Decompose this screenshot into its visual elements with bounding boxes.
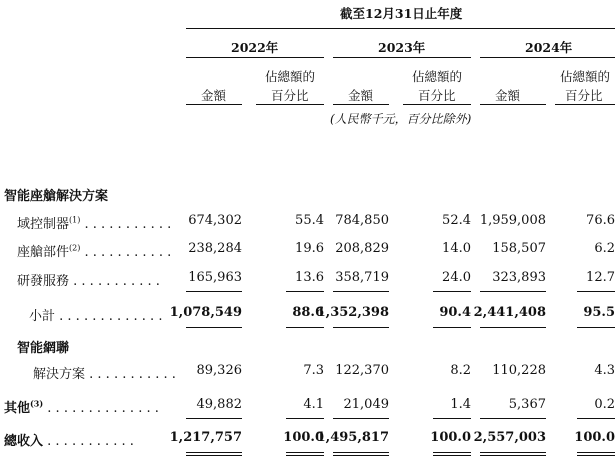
total-rule: [333, 418, 389, 419]
value-cell: 4.3: [594, 363, 615, 378]
col-rule: [333, 104, 389, 105]
total-rule: [433, 418, 471, 419]
subtotal-rule: [333, 291, 389, 292]
footnote-ref: (1): [69, 215, 81, 225]
value-cell: 100.0: [574, 430, 615, 445]
row-label-text: 域控制器: [17, 217, 70, 232]
pct-header-2024-b: 百分比: [565, 88, 603, 103]
value-cell: 52.4: [442, 213, 471, 228]
subtotal-bottom-rule: [433, 327, 471, 328]
pct-header-2023-a: 佔總額的: [412, 69, 463, 84]
row-label: [17, 270, 160, 289]
leader-dots: . . . . . . . . . . .: [69, 274, 160, 289]
subtotal-bottom-rule: [480, 327, 546, 328]
value-cell: 55.4: [295, 213, 324, 228]
total-rule: [577, 418, 615, 419]
value-cell: 165,963: [188, 270, 242, 285]
value-cell: 49,882: [196, 397, 242, 412]
value-cell: 5,367: [508, 397, 546, 412]
value-cell: 8.2: [450, 363, 471, 378]
value-cell: 100.0: [283, 430, 324, 445]
year-rule-2023: [333, 57, 471, 58]
value-cell: 13.6: [295, 270, 324, 285]
value-cell: 2,441,408: [473, 305, 546, 320]
value-cell: 14.0: [442, 241, 471, 256]
subtotal-bottom-rule: [186, 327, 242, 328]
value-cell: 1,217,757: [169, 430, 242, 445]
total-double-rule: [480, 452, 546, 456]
value-cell: 358,719: [335, 270, 389, 285]
subtotal-rule: [480, 291, 546, 292]
value-cell: 1,495,817: [316, 430, 389, 445]
leader-dots: . . . . . . . . . . .: [80, 245, 172, 260]
amount-header-2024: 金額: [495, 88, 521, 103]
col-rule: [256, 104, 324, 105]
total-double-rule: [577, 452, 615, 456]
network-label-line1: 智能網聯: [17, 341, 70, 356]
value-cell: 24.0: [442, 270, 471, 285]
year-rule-2024: [480, 57, 615, 58]
amount-header-2022: 金額: [201, 88, 227, 103]
leader-dots: . . . . . . . . . . . . .: [55, 309, 163, 324]
others-label: [4, 397, 159, 416]
row-label: [17, 241, 171, 260]
leader-dots: . . . . . . . . . . .: [43, 434, 134, 449]
col-rule: [480, 104, 546, 105]
network-label: [33, 363, 176, 382]
value-cell: 1,078,549: [169, 305, 242, 320]
value-cell: 1,352,398: [316, 305, 389, 320]
unit-note: (人民幣千元，百分比除外): [330, 112, 472, 126]
pct-header-2022-a: 佔總額的: [265, 69, 316, 84]
subtotal-bottom-rule: [333, 327, 389, 328]
pct-header-2023-b: 百分比: [418, 88, 456, 103]
total-rule: [480, 418, 546, 419]
value-cell: 122,370: [335, 363, 389, 378]
subtotal-label-text: 小計: [29, 309, 56, 324]
value-cell: 1.4: [450, 397, 471, 412]
value-cell: 323,893: [492, 270, 546, 285]
value-cell: 7.3: [303, 363, 324, 378]
value-cell: 674,302: [188, 213, 242, 228]
value-cell: 1,959,008: [479, 213, 546, 228]
pct-header-2024-a: 佔總額的: [560, 69, 611, 84]
row-label: [17, 213, 171, 232]
year-2023: 2023年: [378, 40, 426, 55]
col-rule: [555, 104, 615, 105]
row-label-text: 研發服務: [17, 274, 70, 289]
value-cell: 76.6: [586, 213, 615, 228]
total-label-text: 總收入: [4, 434, 44, 449]
total-double-rule: [433, 452, 471, 456]
total-label: [4, 430, 134, 449]
period-rule: [186, 28, 615, 29]
total-rule: [186, 418, 242, 419]
value-cell: 21,049: [343, 397, 389, 412]
value-cell: 4.1: [303, 397, 324, 412]
value-cell: 19.6: [295, 241, 324, 256]
network-label-text: 解決方案: [33, 367, 86, 382]
subtotal-rule: [286, 291, 324, 292]
value-cell: 88.6: [292, 305, 324, 320]
leader-dots: . . . . . . . . . . . . . .: [43, 401, 159, 416]
col-rule: [186, 104, 242, 105]
value-cell: 12.7: [586, 270, 615, 285]
total-double-rule: [186, 452, 242, 456]
year-2024: 2024年: [525, 40, 573, 55]
value-cell: 90.4: [439, 305, 471, 320]
footnote-ref: (3): [30, 398, 44, 409]
value-cell: 158,507: [492, 241, 546, 256]
value-cell: 784,850: [335, 213, 389, 228]
value-cell: 100.0: [430, 430, 471, 445]
year-2022: 2022年: [231, 40, 279, 55]
row-label-text: 座艙部件: [17, 245, 70, 260]
total-double-rule: [286, 452, 324, 456]
subtotal-rule: [577, 291, 615, 292]
others-label-text: 其他: [4, 401, 31, 416]
value-cell: 238,284: [188, 241, 242, 256]
value-cell: 6.2: [594, 241, 615, 256]
total-rule: [286, 418, 324, 419]
value-cell: 89,326: [196, 363, 242, 378]
leader-dots: . . . . . . . . . . .: [85, 367, 176, 382]
subtotal-rule: [186, 291, 242, 292]
footnote-ref: (2): [69, 243, 81, 253]
total-double-rule: [333, 452, 389, 456]
col-rule: [403, 104, 471, 105]
subtotal-bottom-rule: [577, 327, 615, 328]
value-cell: 110,228: [492, 363, 546, 378]
section-title: 智能座艙解決方案: [4, 189, 109, 204]
value-cell: 0.2: [594, 397, 615, 412]
subtotal-rule: [433, 291, 471, 292]
pct-header-2022-b: 百分比: [271, 88, 309, 103]
value-cell: 95.5: [583, 305, 615, 320]
value-cell: 2,557,003: [473, 430, 546, 445]
amount-header-2023: 金額: [348, 88, 374, 103]
period-title: 截至12月31日止年度: [340, 6, 463, 21]
subtotal-bottom-rule: [286, 327, 324, 328]
leader-dots: . . . . . . . . . . .: [80, 217, 172, 232]
year-rule-2022: [186, 57, 324, 58]
value-cell: 208,829: [335, 241, 389, 256]
subtotal-label: [29, 305, 162, 324]
